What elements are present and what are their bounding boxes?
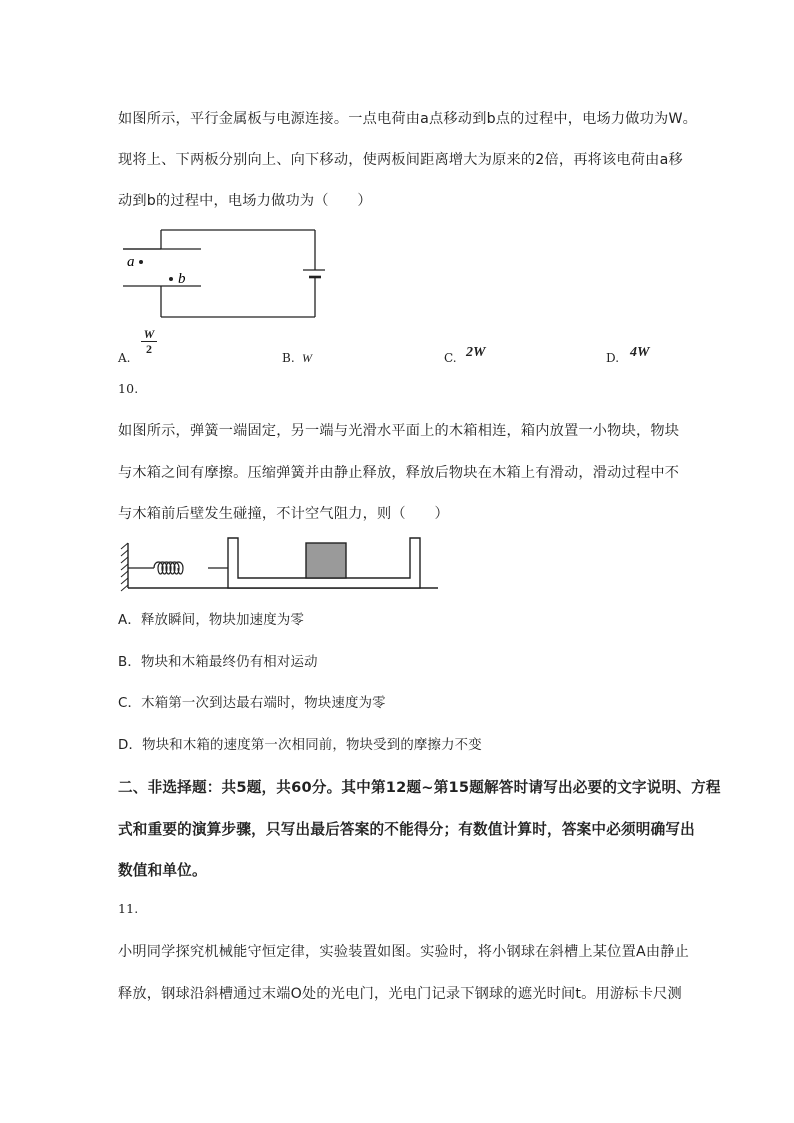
point-b-label: b [178,271,186,287]
q10-option-d: D．物块和木箱的速度第一次相同前，物块受到的摩擦力不变 [118,738,482,753]
point-b-dot [169,277,173,281]
q10-option-b: B．物块和木箱最终仍有相对运动 [118,655,318,670]
q10-option-c: C．木箱第一次到达最右端时，物块速度为零 [118,696,386,711]
q9-option-a-fraction [141,328,157,356]
block [306,543,346,578]
q10-option-a: A．释放瞬间，物块加速度为零 [118,613,305,628]
q9-option-c-value: 2W [466,345,486,360]
q11-text-line-1: 小明同学探究机械能守恒定律，实验装置如图。实验时，将小钢球在斜槽上某位置A由静止 [118,944,690,960]
q9-option-c-label: C. [444,351,457,365]
q9-text-line-3: 动到b的过程中，电场力做功为（ ） [118,193,372,209]
q9-option-b-label: B. [282,351,295,365]
section2-line-1: 二、非选择题：共5题，共60分。其中第12题~第15题解答时请写出必要的文字说明、方程 [118,779,721,796]
point-a-dot [139,260,143,264]
q10-text-line-2: 与木箱之间有摩擦。压缩弹簧并由静止释放，释放后物块在木箱上有滑动，滑动过程中不 [118,465,680,481]
section2-line-2: 式和重要的演算步骤，只写出最后答案的不能得分；有数值计算时，答案中必须明确写出 [118,821,695,838]
q9-option-a-label: A. [118,351,131,365]
q9-text-line-1: 如图所示，平行金属板与电源连接。一点电荷由a点移动到b点的过程中，电场力做功为W。 [118,111,698,127]
q9-option-d-value: 4W [630,345,650,360]
q9-option-d-label: D. [606,351,620,365]
point-a-label: a [127,254,135,270]
q9-circuit-figure [115,222,325,322]
q9-option-a-numerator: W [141,328,157,342]
q11-number: 11. [118,901,139,916]
q10-number: 10. [118,381,139,396]
q10-text-line-1: 如图所示，弹簧一端固定，另一端与光滑水平面上的木箱相连，箱内放置一小物块，物块 [118,423,680,439]
q11-text-line-2: 释放，钢球沿斜槽通过末端O处的光电门，光电门记录下钢球的遮光时间t。用游标卡尺测 [118,986,682,1002]
section2-line-3: 数值和单位。 [118,862,207,879]
q10-spring-box-figure [118,535,442,593]
q10-text-line-3: 与木箱前后壁发生碰撞，不计空气阻力，则（ ） [118,506,449,522]
q9-option-a-denominator: 2 [146,342,152,356]
q9-option-b-value: W [302,351,312,365]
q9-text-line-2: 现将上、下两板分别向上、向下移动，使两板间距离增大为原来的2倍，再将该电荷由a移 [118,152,683,168]
